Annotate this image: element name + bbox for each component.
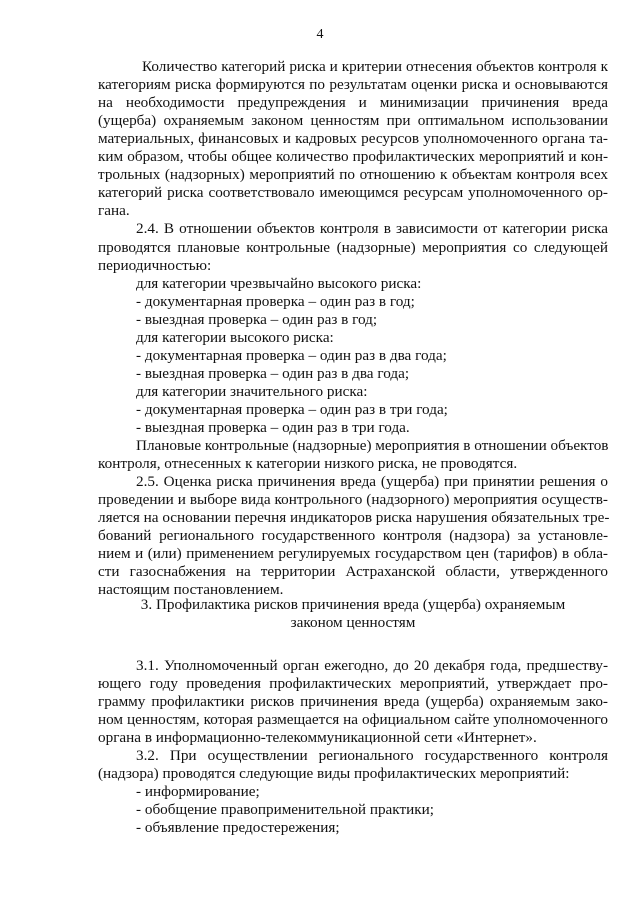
- text-line: - документарная проверка – один раз в два года;: [136, 346, 447, 364]
- text-line: для категории значительного риска:: [136, 382, 368, 400]
- text-line: проводятся плановые контрольные (надзорные) мероприятия со следующей: [98, 238, 608, 256]
- text-line: 3.2. При осуществлении регионального государственного контроля: [136, 747, 608, 765]
- text-line: - объявление предостережения;: [136, 819, 340, 837]
- text-line: бований регионального государственного контроля (надзора) за установле-: [98, 527, 608, 545]
- text-line: 3.1. Уполномоченный орган ежегодно, до 20 декабря года, предшеству-: [136, 657, 608, 674]
- text-line: Количество категорий риска и критерии отнесения объектов контроля к: [142, 58, 608, 75]
- text-line: ким образом, чтобы общее количество профилактических мероприятий и кон-: [98, 148, 608, 166]
- text-line: грамму профилактики рисков причинения вреда (ущерба) охраняемым зако-: [98, 693, 608, 711]
- text-line: ном ценностям, которая размещается на официальном сайте уполномоченного: [98, 711, 608, 729]
- text-line: нием и (или) применением регулируемых государством цен (тарифов) в обла-: [98, 545, 608, 563]
- text-line: - выездная проверка – один раз в три года.: [136, 419, 410, 436]
- text-line: - документарная проверка – один раз в три года;: [136, 400, 448, 418]
- text-line: для категории высокого риска:: [136, 328, 334, 346]
- text-line: для категории чрезвычайно высокого риска:: [136, 274, 422, 292]
- text-line: 2.4. В отношении объектов контроля в зависимости от категории риска: [136, 220, 608, 238]
- text-line: настоящим постановлением.: [98, 581, 284, 599]
- text-line: - обобщение правоприменительной практики;: [136, 801, 434, 819]
- text-line: периодичностью:: [98, 256, 212, 274]
- text-line: сти газоснабжения на территории Астраханской области, утвержденного: [98, 563, 608, 581]
- text-line: категориям риска формируются по результатам оценки риска и основываются: [98, 76, 608, 94]
- text-line: материальных, финансовых и кадровых ресурсов уполномоченного органа та-: [98, 130, 608, 148]
- text-line: гана.: [98, 202, 130, 220]
- text-line: - документарная проверка – один раз в год;: [136, 292, 415, 310]
- page-number: 4: [316, 27, 324, 42]
- text-line: трольных (надзорных) мероприятий по отношению к объектам контроля всех: [98, 166, 608, 184]
- text-line: (ущерба) охраняемым законом ценностям при оптимальном использовании: [98, 112, 608, 130]
- text-line: (надзора) проводятся следующие виды профилактических мероприятий:: [98, 765, 570, 783]
- text-line: - информирование;: [136, 783, 260, 801]
- text-line: на необходимости предупреждения и минимизации причинения вреда: [98, 94, 608, 112]
- text-line: - выездная проверка – один раз в два года;: [136, 364, 410, 382]
- text-line: 2.5. Оценка риска причинения вреда (ущерба) при принятии решения о: [136, 473, 608, 491]
- text-line: ляется на основании перечня индикаторов риска нарушения обязательных тре-: [98, 509, 610, 527]
- text-line: - выездная проверка – один раз в год;: [136, 310, 378, 328]
- text-line: контроля, отнесенных к категории низкого риска, не проводятся.: [98, 455, 518, 473]
- text-line: органа в информационно-телекоммуникационной сети «Интернет».: [98, 729, 537, 747]
- text-line: ющего году проведения профилактических мероприятий, утверждает про-: [98, 675, 608, 693]
- section-heading: законом ценностям: [290, 614, 416, 631]
- text-line: проведении и выборе вида контрольного (надзорного) мероприятия осуществ-: [98, 491, 608, 509]
- section-heading: 3. Профилактика рисков причинения вреда (ущерба) охраняемым: [140, 596, 566, 613]
- text-line: Плановые контрольные (надзорные) мероприятия в отношении объектов: [136, 437, 609, 455]
- text-line: категорий риска соответствовало имеющимся ресурсам уполномоченного ор-: [98, 184, 608, 202]
